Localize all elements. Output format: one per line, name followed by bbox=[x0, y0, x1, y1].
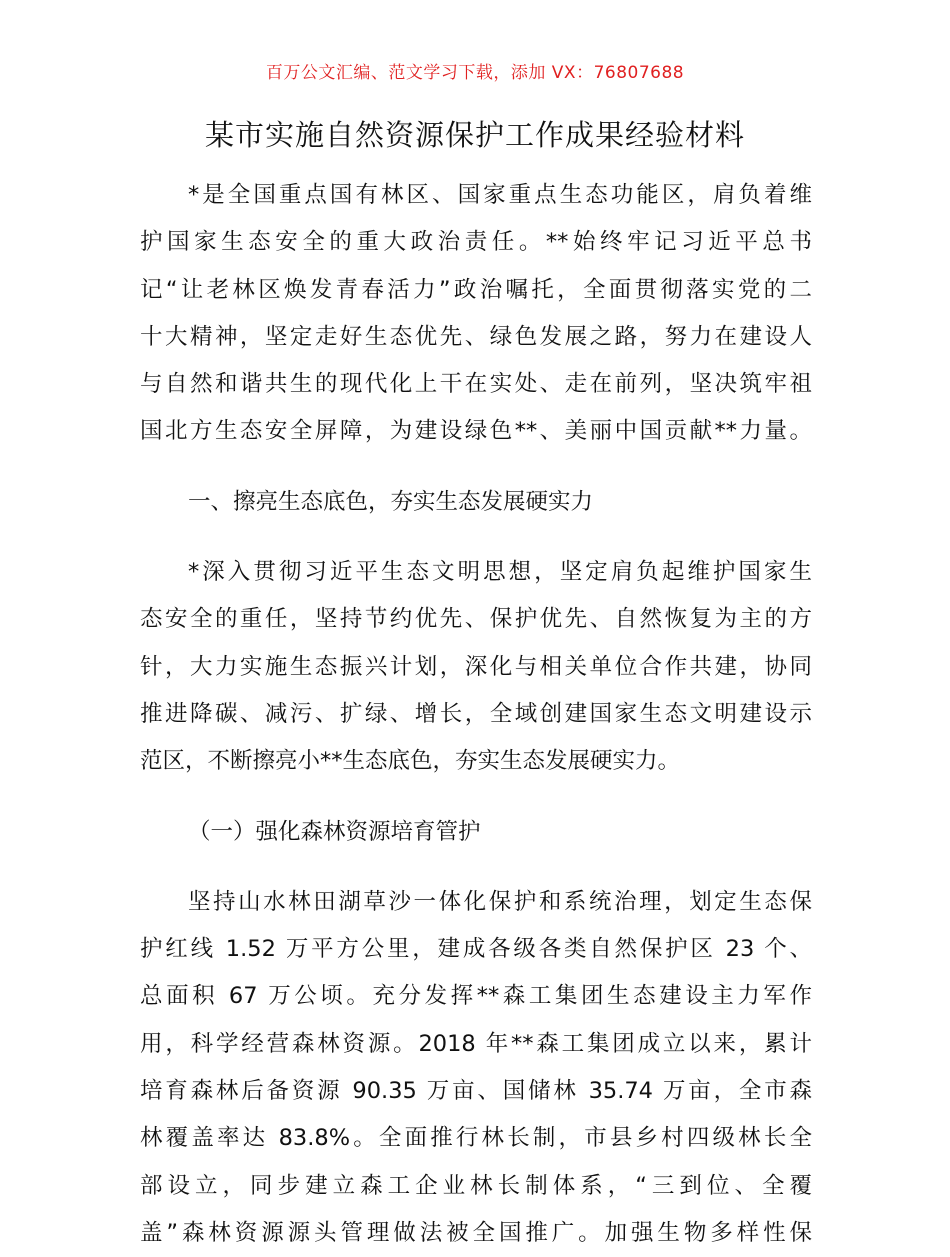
paragraph-2-line-5: 范区，不断擦亮小**生态底色，夯实生态发展硬实力。 bbox=[140, 748, 681, 775]
paragraph-1-line-5: 与自然和谐共生的现代化上干在实处、走在前列，坚决筑牢祖 bbox=[140, 371, 812, 398]
paragraph-gap bbox=[140, 786, 812, 809]
paragraph-1-line-6: 国北方生态安全屏障，为建设绿色**、美丽中国贡献**力量。 bbox=[140, 418, 812, 445]
paragraph-3-line-3: 总面积 67 万公顷。充分发挥**森工集团生态建设主力军作 bbox=[140, 983, 812, 1010]
paragraph-3-line-5: 培育森林后备资源 90.35 万亩、国储林 35.74 万亩，全市森 bbox=[140, 1078, 812, 1105]
paragraph-gap bbox=[140, 456, 812, 479]
paragraph-2-line-3: 针，大力实施生态振兴计划，深化与相关单位合作共建，协同 bbox=[140, 653, 812, 680]
paragraph-1-line-2: 护国家生态安全的重大政治责任。**始终牢记习近平总书 bbox=[140, 229, 812, 256]
paragraph-2-line-1: *深入贯彻习近平生态文明思想，坚定肩负起维护国家生 bbox=[188, 559, 812, 586]
paragraph-1-line-1: *是全国重点国有林区、国家重点生态功能区，肩负着维 bbox=[188, 182, 812, 208]
paragraph-3-line-7: 部设立，同步建立森工企业林长制体系，“三到位、全覆 bbox=[140, 1172, 812, 1199]
paragraph-3-line-8: 盖”森林资源源头管理做法被全国推广。加强生物多样性保 bbox=[140, 1219, 812, 1246]
paragraph-gap bbox=[140, 526, 812, 549]
section-heading-2: （一）强化森林资源培育管护 bbox=[188, 818, 481, 845]
header-banner: 百万公文汇编、范文学习下载，添加 VX：76807688 bbox=[265, 63, 685, 83]
paragraph-3-line-1: 坚持山水林田湖草沙一体化保护和系统治理，划定生态保 bbox=[188, 888, 812, 915]
paragraph-1-line-4: 十大精神，坚定走好生态优先、绿色发展之路，努力在建设人 bbox=[140, 323, 812, 350]
paragraph-2-line-2: 态安全的重任，坚持节约优先、保护优先、自然恢复为主的方 bbox=[140, 606, 812, 633]
paragraph-3-line-4: 用，科学经营森林资源。2018 年**森工集团成立以来，累计 bbox=[140, 1030, 812, 1057]
document-body bbox=[140, 172, 812, 1257]
section-heading-1: 一、擦亮生态底色，夯实生态发展硬实力 bbox=[188, 488, 594, 515]
paragraph-2-line-4: 推进降碳、减污、扩绿、增长，全域创建国家生态文明建设示 bbox=[140, 700, 812, 727]
paragraph-3-line-6: 林覆盖率达 83.8%。全面推行林长制，市县乡村四级林长全 bbox=[140, 1125, 812, 1152]
paragraph-gap bbox=[140, 856, 812, 879]
paragraph-3-line-2: 护红线 1.52 万平方公里，建成各级各类自然保护区 23 个、 bbox=[140, 936, 812, 963]
document-title: 某市实施自然资源保护工作成果经验材料 bbox=[204, 118, 745, 152]
paragraph-1-line-3: 记“让老林区焕发青春活力”政治嘱托，全面贯彻落实党的二 bbox=[140, 276, 812, 303]
